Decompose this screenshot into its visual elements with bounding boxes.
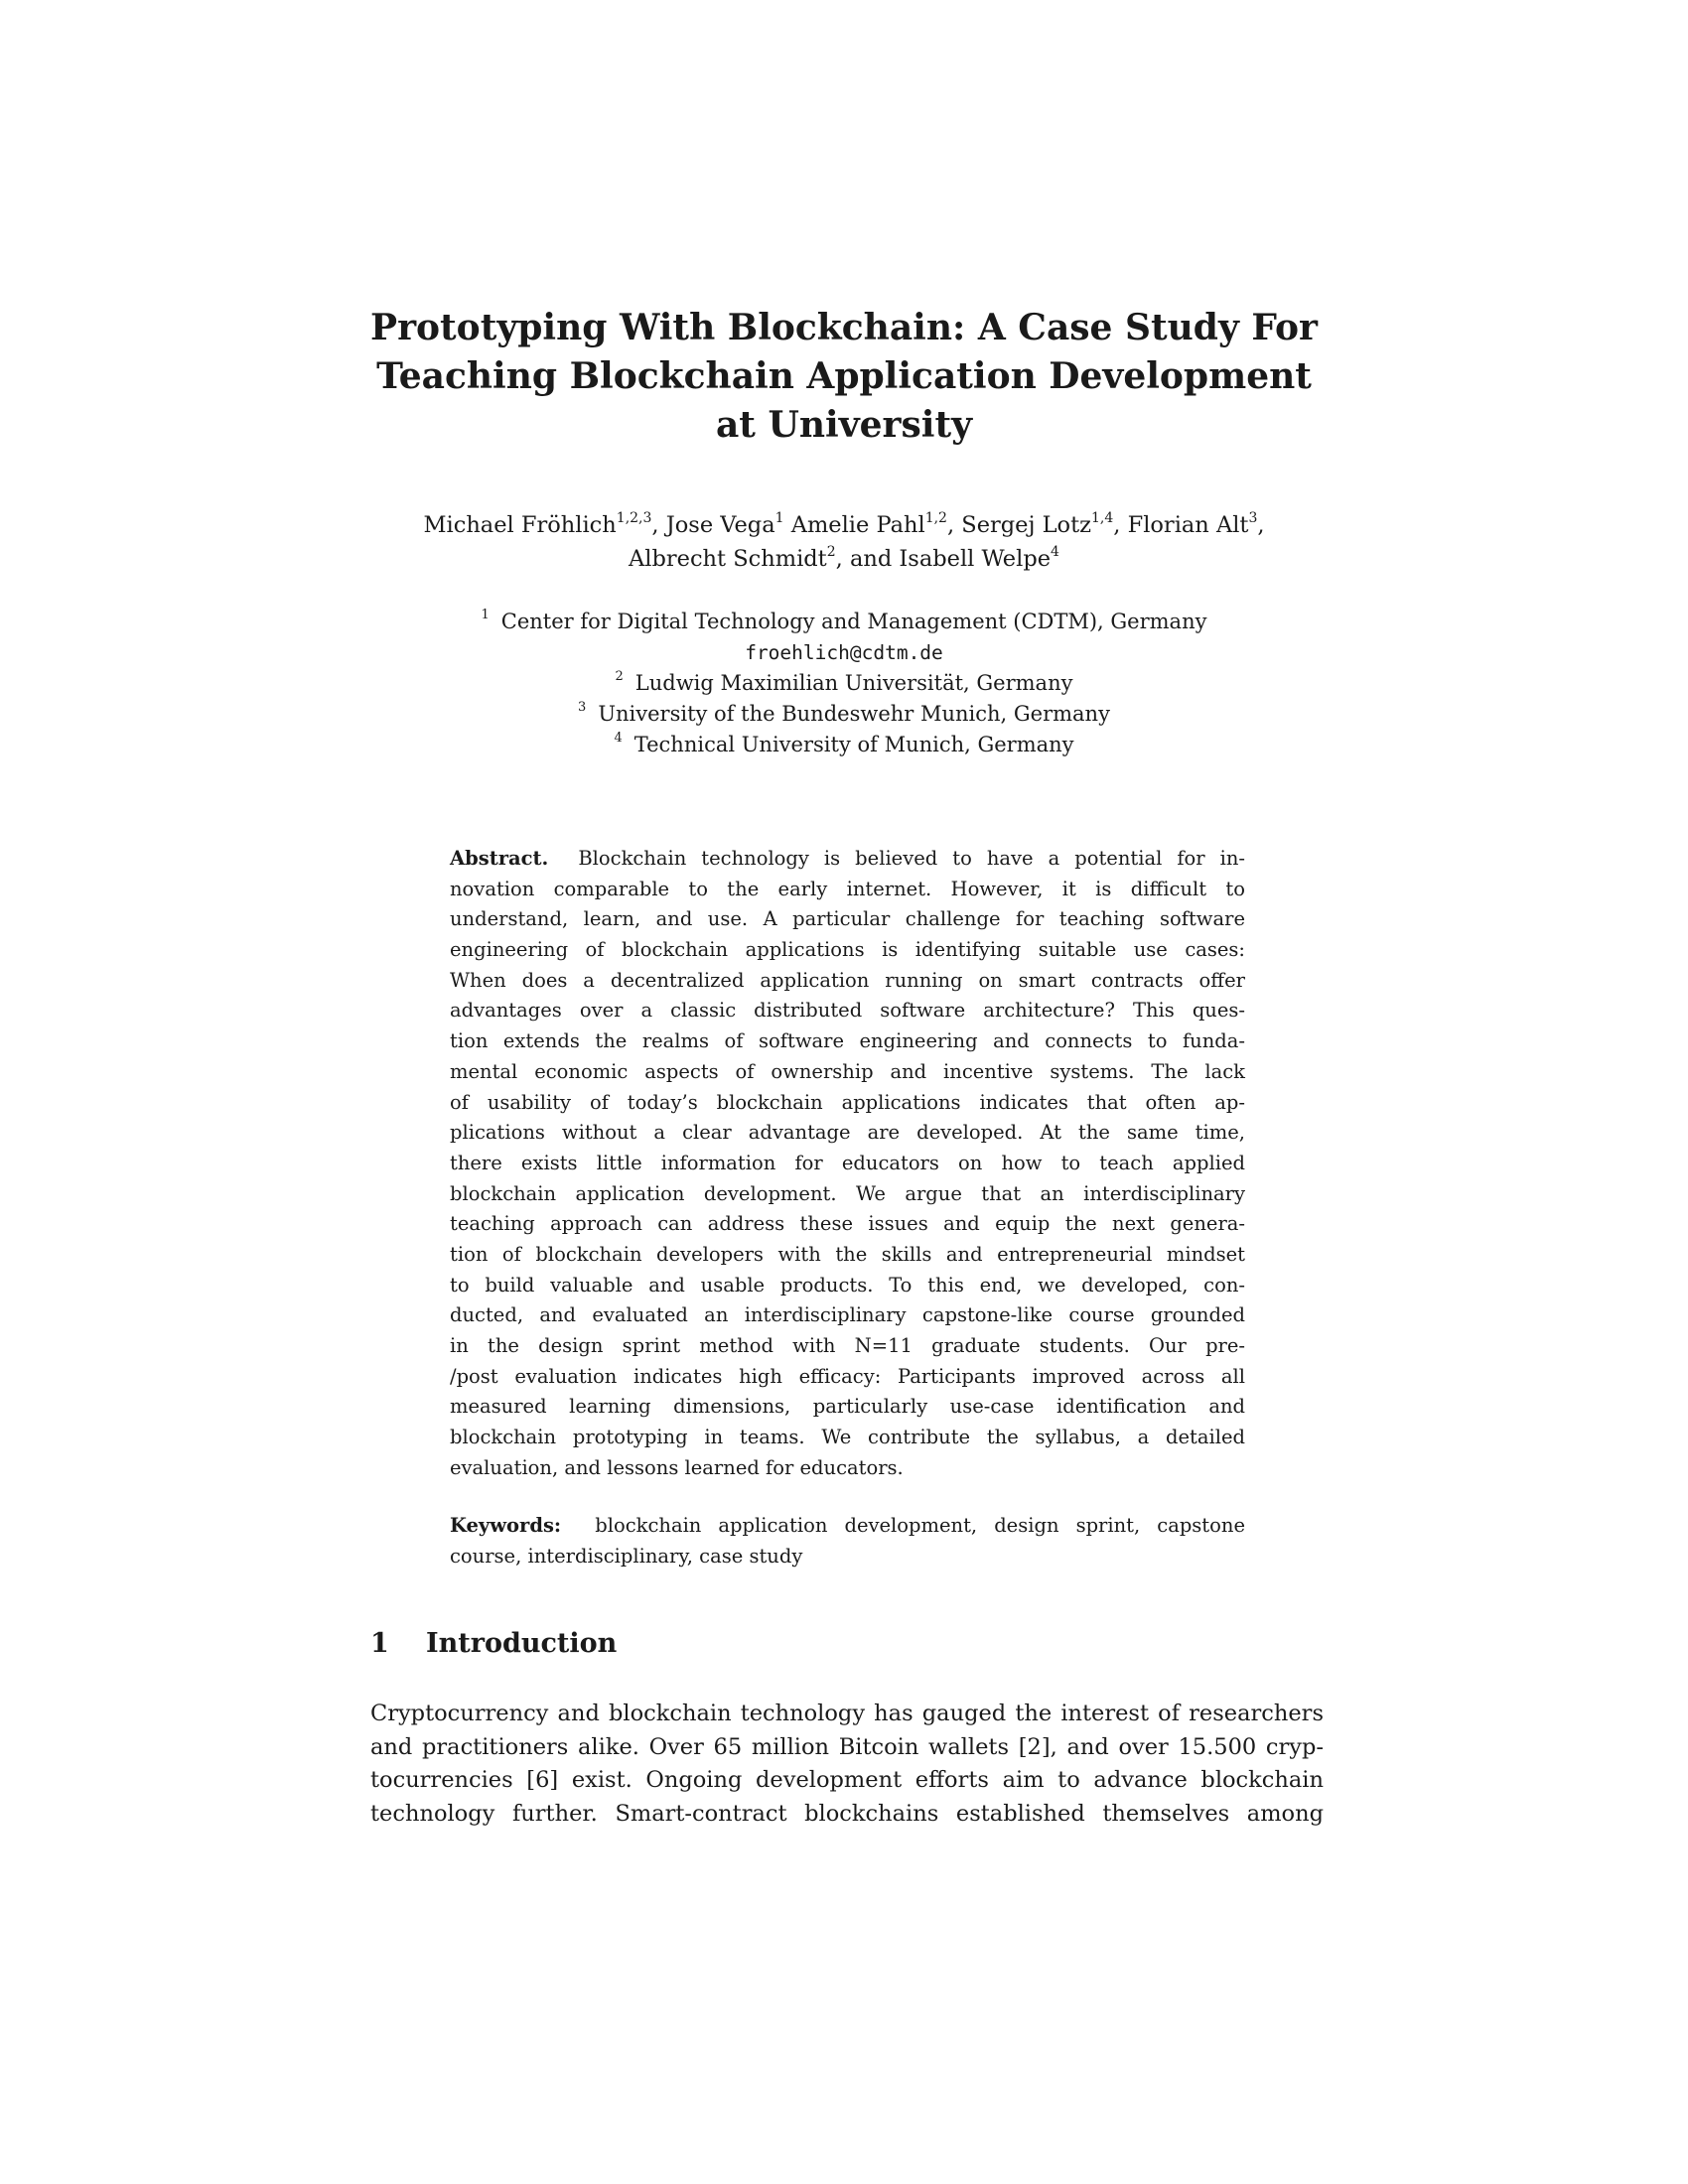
author-separator: , <box>1257 512 1265 538</box>
keywords-line <box>450 1511 1245 1542</box>
author-separator: , <box>651 512 666 538</box>
abstract-line: to build valuable and usable products. To this end, we developed, con- <box>450 1273 1245 1297</box>
affiliation-line <box>298 668 1390 699</box>
affiliation-number: 3 <box>578 700 587 715</box>
author-separator: , <box>1113 512 1128 538</box>
title-line: at University <box>715 404 972 446</box>
abstract-line: ducted, and evaluated an interdisciplinary capstone-like course grounded <box>450 1303 1245 1327</box>
body-line: and practitioners alike. Over 65 million Bitcoin wallets [2], and over 15.500 cryp- <box>370 1733 1324 1760</box>
section-heading <box>370 1626 617 1662</box>
abstract-line: blockchain prototyping in teams. We contribute the syllabus, a detailed <box>450 1426 1245 1449</box>
abstract-line: plications without a clear advantage are developed. At the same time, <box>450 1121 1245 1145</box>
abstract-line: measured learning dimensions, particularly use-case identification and <box>450 1395 1245 1419</box>
author-separator: , and <box>835 546 900 572</box>
abstract-line: of usability of today’s blockchain applications indicates that often ap- <box>450 1090 1245 1114</box>
abstract-label: Abstract. <box>450 847 549 870</box>
author-name: Isabell Welpe <box>899 546 1052 572</box>
keywords-line-text: blockchain application development, design sprint, capstone <box>595 1514 1245 1537</box>
author-separator: , <box>946 512 962 538</box>
section-title: Introduction <box>426 1628 618 1659</box>
abstract-line: tion extends the realms of software engineering and connects to funda- <box>450 1029 1245 1053</box>
body-line: technology further. Smart-contract blockchains established themselves among <box>370 1800 1324 1827</box>
abstract-line: teaching approach can address these issues and equip the next genera- <box>450 1212 1245 1236</box>
section-number: 1 <box>370 1628 389 1659</box>
affiliation-line <box>298 699 1390 730</box>
abstract-line: When does a decentralized application running on smart contracts offer <box>450 968 1245 992</box>
author-name: Jose Vega <box>665 512 775 538</box>
abstract <box>450 844 1245 1483</box>
author-name: Michael Fröhlich <box>423 512 617 538</box>
author-name: Sergej Lotz <box>961 512 1091 538</box>
author-name: Florian Alt <box>1127 512 1249 538</box>
abstract-line-text: Blockchain technology is believed to have a potential for in- <box>578 847 1245 870</box>
abstract-line: evaluation, and lessons learned for educators. <box>450 1455 904 1479</box>
affiliation-marker: 1,4 <box>1091 509 1114 526</box>
affiliation-text: Center for Digital Technology and Management (CDTM), Germany <box>500 610 1207 633</box>
affiliation-marker: 1 <box>774 509 784 526</box>
title-line: Teaching Blockchain Application Development <box>376 355 1312 397</box>
contact-email: froehlich@cdtm.de <box>745 641 943 664</box>
affiliation-text: Ludwig Maximilian Universität, Germany <box>634 671 1073 695</box>
author-list <box>298 508 1390 576</box>
abstract-line: novation comparable to the early internet. However, it is difficult to <box>450 877 1245 900</box>
abstract-line: in the design sprint method with N=11 graduate students. Our pre- <box>450 1334 1245 1357</box>
author-name: Amelie Pahl <box>790 512 925 538</box>
affiliation-marker: 3 <box>1248 509 1258 526</box>
affiliation-marker: 2 <box>826 543 836 560</box>
body-line: tocurrencies [6] exist. Ongoing development efforts aim to advance blockchain <box>370 1767 1324 1793</box>
abstract-line: /post evaluation indicates high efficacy: Participants improved across all <box>450 1364 1245 1388</box>
affiliation-line <box>298 607 1390 637</box>
body-paragraph <box>370 1698 1324 1831</box>
affiliation-number: 2 <box>615 669 624 684</box>
keywords-label: Keywords: <box>450 1514 562 1537</box>
author-name: Albrecht Schmidt <box>629 546 827 572</box>
affiliation-line <box>298 730 1390 760</box>
author-separator <box>784 512 791 538</box>
affiliation-marker: 4 <box>1051 543 1059 560</box>
affiliation-number: 4 <box>614 731 623 746</box>
affiliation-number: 1 <box>481 608 490 622</box>
abstract-line: tion of blockchain developers with the skills and entrepreneurial mindset <box>450 1242 1245 1266</box>
abstract-line: mental economic aspects of ownership and incentive systems. The lack <box>450 1059 1245 1083</box>
title-line: Prototyping With Blockchain: A Case Study For <box>370 307 1318 348</box>
affiliation-marker: 1,2,3 <box>616 509 652 526</box>
abstract-line: blockchain application development. We argue that an interdisciplinary <box>450 1181 1245 1205</box>
paper-title <box>298 304 1390 450</box>
abstract-line <box>450 844 1245 875</box>
affiliation-text: Technical University of Munich, Germany <box>633 733 1074 756</box>
keywords-line: course, interdisciplinary, case study <box>450 1544 803 1568</box>
author-line <box>298 542 1390 576</box>
abstract-line: engineering of blockchain applications is identifying suitable use cases: <box>450 938 1245 962</box>
affiliation-marker: 1,2 <box>924 509 947 526</box>
affiliation-text: University of the Bundeswehr Munich, Germany <box>598 702 1110 726</box>
abstract-line: advantages over a classic distributed software architecture? This ques- <box>450 999 1245 1023</box>
author-line <box>298 508 1390 542</box>
abstract-line: there exists little information for educators on how to teach applied <box>450 1151 1245 1174</box>
keywords <box>450 1511 1245 1571</box>
body-line: Cryptocurrency and blockchain technology has gauged the interest of researchers <box>370 1701 1324 1726</box>
abstract-line: understand, learn, and use. A particular challenge for teaching software <box>450 907 1245 931</box>
affiliation-list <box>298 607 1390 760</box>
